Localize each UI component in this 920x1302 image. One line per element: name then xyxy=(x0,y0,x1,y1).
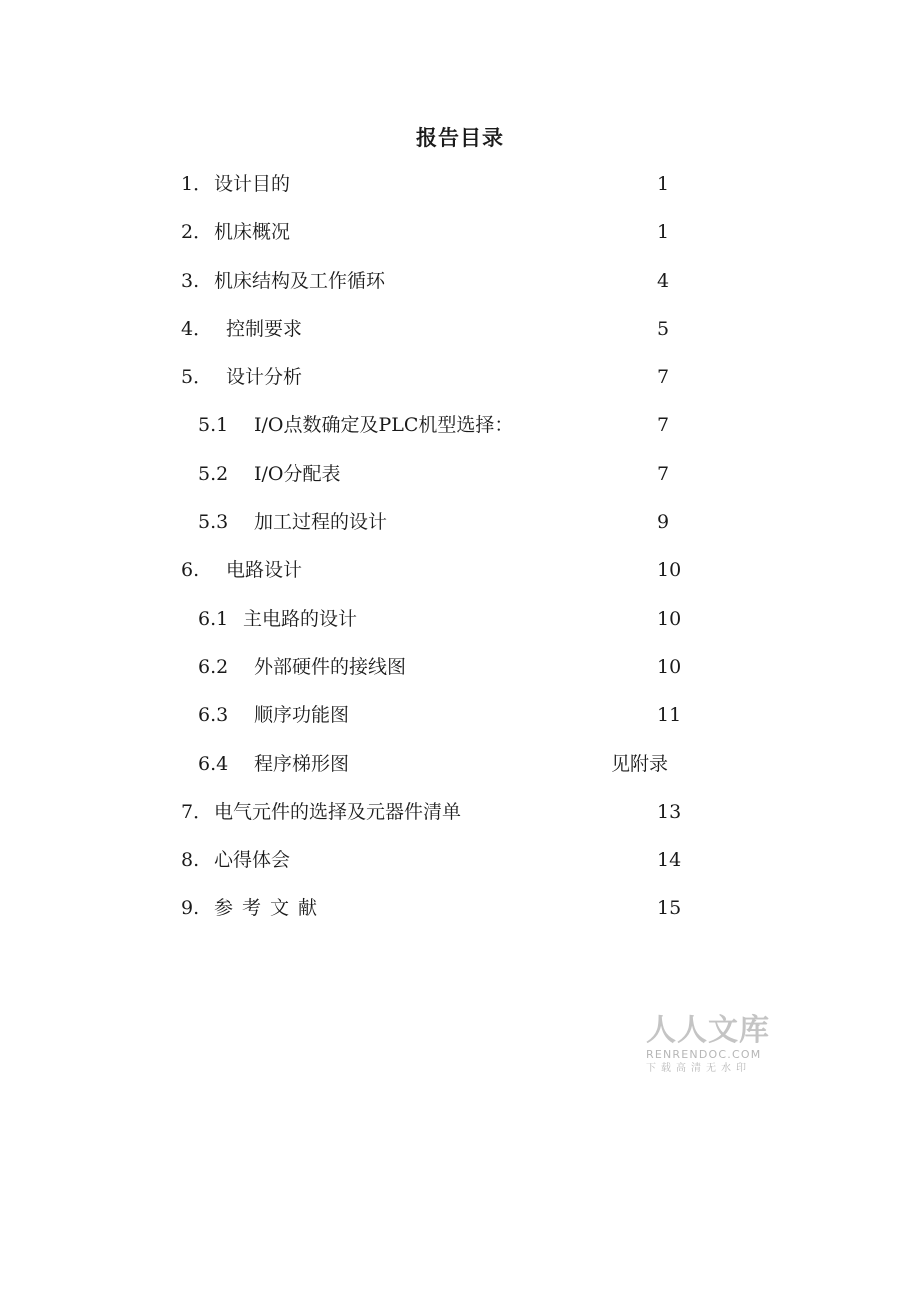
toc-entry-6-3[interactable] xyxy=(0,691,920,739)
toc-entry-title: 机床概况 xyxy=(214,221,291,244)
toc-entry-page: 14 xyxy=(657,849,682,872)
toc-entry-number: 9. xyxy=(181,897,200,920)
toc-entry-number: 3. xyxy=(181,269,200,292)
toc-entry-title: 程序梯形图 xyxy=(254,752,350,775)
toc-entry-page: 13 xyxy=(657,800,682,823)
toc-entry-6-1[interactable] xyxy=(0,595,920,643)
toc-entry-page: 见附录 xyxy=(611,752,669,775)
toc-entry-page: 7 xyxy=(657,462,670,485)
toc-entry-title: 控制要求 xyxy=(226,317,303,340)
toc-entry-9[interactable] xyxy=(0,884,920,932)
toc-entry-2[interactable] xyxy=(0,208,920,256)
toc-entry-number: 1． xyxy=(181,173,213,195)
toc-entry-title: 电路设计 xyxy=(226,559,303,582)
toc-entry-page: 10 xyxy=(657,559,682,582)
toc-entry-4[interactable] xyxy=(0,305,920,353)
toc-entry-page: 1 xyxy=(657,173,670,195)
toc-entry-page: 9 xyxy=(657,511,670,534)
watermark-domain: RENRENDOC.COM xyxy=(646,1048,762,1061)
toc-entry-page: 7 xyxy=(657,414,670,437)
toc-entry-title: 主电路的设计 xyxy=(243,607,358,630)
toc-entry-number: 5.3 xyxy=(198,511,229,534)
watermark-logo: 人人文库 xyxy=(646,1013,770,1048)
toc-entry-page: 1 xyxy=(657,221,670,244)
toc-entry-6-4[interactable] xyxy=(0,740,920,788)
toc-entry-title: 顺序功能图 xyxy=(254,704,350,727)
toc-entry-page: 7 xyxy=(657,366,670,389)
toc-entry-number: 6.2 xyxy=(198,655,229,678)
toc-entry-5-3[interactable] xyxy=(0,498,920,546)
toc-entry-page: 10 xyxy=(657,655,682,678)
toc-entry-title: 心得体会 xyxy=(214,849,291,872)
toc-entry-6-2[interactable] xyxy=(0,643,920,691)
toc-entry-page: 15 xyxy=(657,897,682,920)
toc-entry-title: 设计分析 xyxy=(226,366,303,389)
toc-entry-page: 10 xyxy=(657,607,682,630)
watermark-slogan: 下载高清无水印 xyxy=(646,1063,751,1074)
toc-entry-number: 6.3 xyxy=(198,704,229,727)
toc-entry-title: 机床结构及工作循环 xyxy=(214,269,386,292)
toc-entry-title: 参考文献 xyxy=(214,897,327,920)
watermark xyxy=(646,1014,776,1076)
toc-entry-title: I/O分配表 xyxy=(254,462,341,485)
toc-entry-number: 5.1 xyxy=(198,414,229,437)
toc-entry-1[interactable] xyxy=(0,160,920,208)
toc-entry-title: I/O点数确定及PLC机型选择： xyxy=(254,414,514,437)
toc-entry-8[interactable] xyxy=(0,836,920,884)
toc-entry-number: 7． xyxy=(181,800,213,823)
toc-entry-3[interactable] xyxy=(0,257,920,305)
toc-entry-number: 6.1 xyxy=(198,607,229,630)
toc-entry-page: 11 xyxy=(657,704,682,727)
toc-entry-title: 外部硬件的接线图 xyxy=(254,655,407,678)
table-of-contents xyxy=(0,160,920,933)
toc-entry-number: 8. xyxy=(181,849,200,872)
toc-entry-7[interactable] xyxy=(0,788,920,836)
toc-entry-number: 5． xyxy=(181,366,213,389)
toc-entry-6[interactable] xyxy=(0,546,920,594)
toc-entry-page: 5 xyxy=(657,317,670,340)
page-title: 报告目录 xyxy=(416,125,504,150)
toc-entry-page: 4 xyxy=(657,269,670,292)
toc-entry-5[interactable] xyxy=(0,353,920,401)
toc-entry-5-1[interactable] xyxy=(0,401,920,449)
toc-entry-5-2[interactable] xyxy=(0,450,920,498)
toc-entry-title: 设计目的 xyxy=(214,173,291,195)
toc-entry-number: 6.4 xyxy=(198,752,229,775)
toc-entry-number: 4． xyxy=(181,317,213,340)
toc-entry-number: 5.2 xyxy=(198,462,229,485)
toc-entry-number: 2． xyxy=(181,221,213,244)
toc-entry-title: 加工过程的设计 xyxy=(254,511,388,534)
toc-entry-number: 6. xyxy=(181,559,200,582)
toc-entry-title: 电气元件的选择及元器件清单 xyxy=(214,800,462,823)
